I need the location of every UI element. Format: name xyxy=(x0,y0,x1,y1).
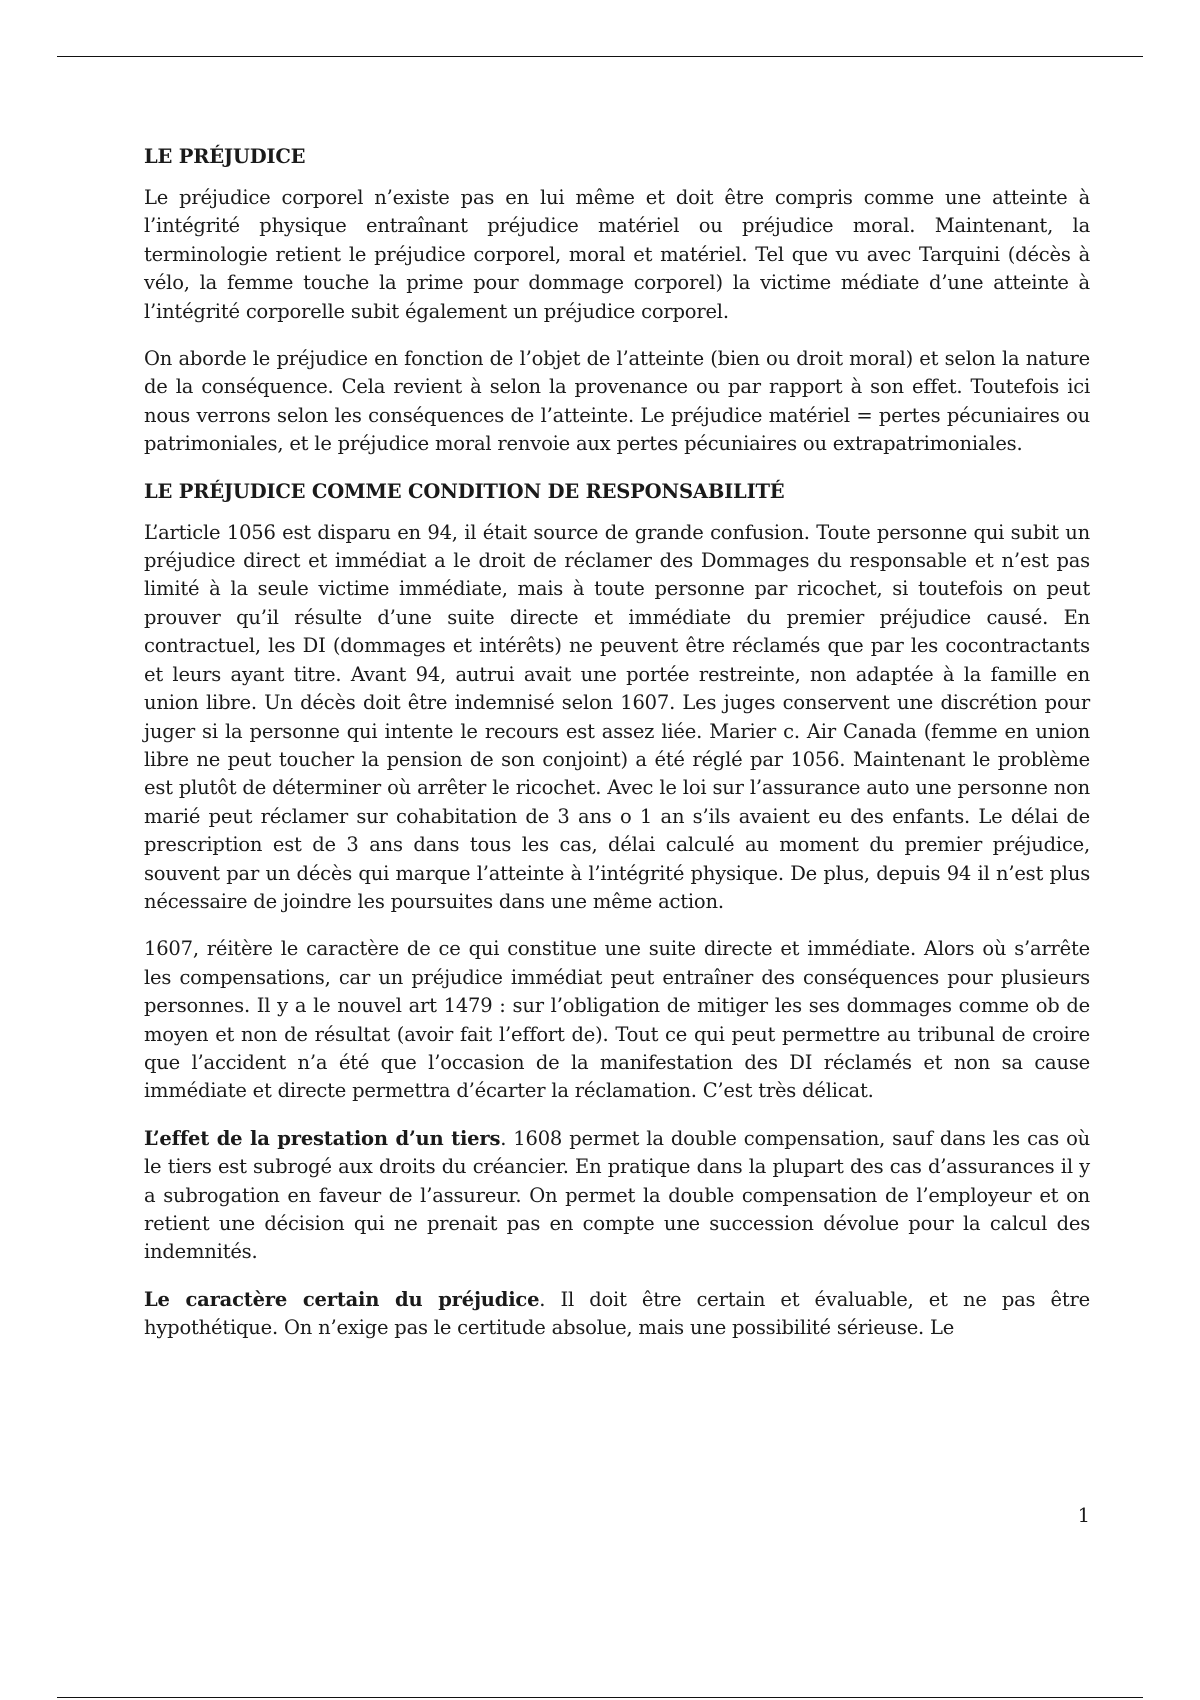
paragraph-lead: Le caractère certain du préjudice xyxy=(144,1287,540,1311)
paragraph: L’article 1056 est disparu en 94, il était source de grande confusion. Toute personne qui subit un préjudice direct et immédiat a le droit de réclamer des Dommages du responsable et n’est pas limité à la seule victime immédiate, mais à toute personne par ricochet, si toutefois on peut prouver qu’il résulte d’une suite directe et immédiate du premier préjudice causé. En contractuel, les DI (dommages et intérêts) ne peuvent être réclamés que par les cocontractants et leurs ayant titre. Avant 94, autrui avait une portée restreinte, non adaptée à la famille en union libre. Un décès doit être indemnisé selon 1607. Les juges conservent une discrétion pour juger si la personne qui intente le recours est assez liée. Marier c. Air Canada (femme en union libre ne peut toucher la pension de son conjoint) a été réglé par 1056. Maintenant le problème est plutôt de déterminer où arrêter le ricochet. Avec le loi sur l’assurance auto une personne non marié peut réclamer sur cohabitation de 3 ans o 1 an s’ils avaient eu des enfants. Le délai de prescription est de 3 ans dans tous les cas, délai calculé au moment du premier préjudice, souvent par un décès qui marque l’atteinte à l’intégrité physique. De plus, depuis 94 il n’est plus nécessaire de joindre les poursuites dans une même action. xyxy=(144,520,1090,913)
paragraph: On aborde le préjudice en fonction de l’objet de l’atteinte (bien ou droit moral) et selon la nature de la conséquence. Cela revient à selon la provenance ou par rapport à son effet. Toutefois ici nous verrons selon les conséquences de l’atteinte. Le préjudice matériel = pertes pécuniaires ou patrimoniales, et le préjudice moral renvoie aux pertes pécuniaires ou extrapatrimoniales. xyxy=(144,347,1090,456)
paragraph xyxy=(144,1125,1090,1267)
section-heading-prejudice: LE PRÉJUDICE xyxy=(144,145,306,168)
paragraph-lead: L’effet de la prestation d’un tiers xyxy=(144,1126,501,1150)
page-number: 1 xyxy=(1077,1504,1090,1527)
paragraph: 1607, réitère le caractère de ce qui constitue une suite directe et immédiate. Alors où s’arrête les compensations, car un préjudice immédiat peut entraîner des conséquences pour plusieurs personnes. Il y a le nouvel art 1479 : sur l’obligation de mitiger les ses dommages comme ob de moyen et non de résultat (avoir fait l’effort de). Tout ce qui peut permettre au tribunal de croire que l’accident n’a été que l’occasion de la manifestation des DI réclamés et non sa cause immédiate et directe permettra d’écarter la réclamation. C’est très délicat. xyxy=(144,937,1090,1103)
paragraph: Le préjudice corporel n’existe pas en lui même et doit être compris comme une atteinte à l’intégrité physique entraînant préjudice matériel ou préjudice moral. Maintenant, la terminologie retient le préjudice corporel, moral et matériel. Tel que vu avec Tarquini (décès à vélo, la femme touche la prime pour dommage corporel) la victime médiate d’une atteinte à l’intégrité corporelle subit également un préjudice corporel. xyxy=(144,186,1090,323)
header-rule xyxy=(57,56,1143,57)
footer-rule xyxy=(57,1697,1143,1698)
section-heading-condition: LE PRÉJUDICE COMME CONDITION DE RESPONSABILITÉ xyxy=(144,479,785,503)
paragraph-body: . 1608 permet la double compensation, sauf dans les cas où le tiers est subrogé aux droits du créancier. En pratique dans la plupart des cas d’assurances il y a subrogation en faveur de l’assureur. On permet la double compensation de l’employeur et on retient une décision qui ne prenait pas en compte une succession dévolue pour la calcul des indemnités. xyxy=(144,1126,1090,1264)
document-body xyxy=(144,143,1090,1362)
paragraph-body: . Il doit être certain et évaluable, et ne pas être hypothétique. On n’exige pas le certitude absolue, mais une possibilité sérieuse. Le xyxy=(144,1287,1090,1340)
paragraph xyxy=(144,1286,1090,1343)
